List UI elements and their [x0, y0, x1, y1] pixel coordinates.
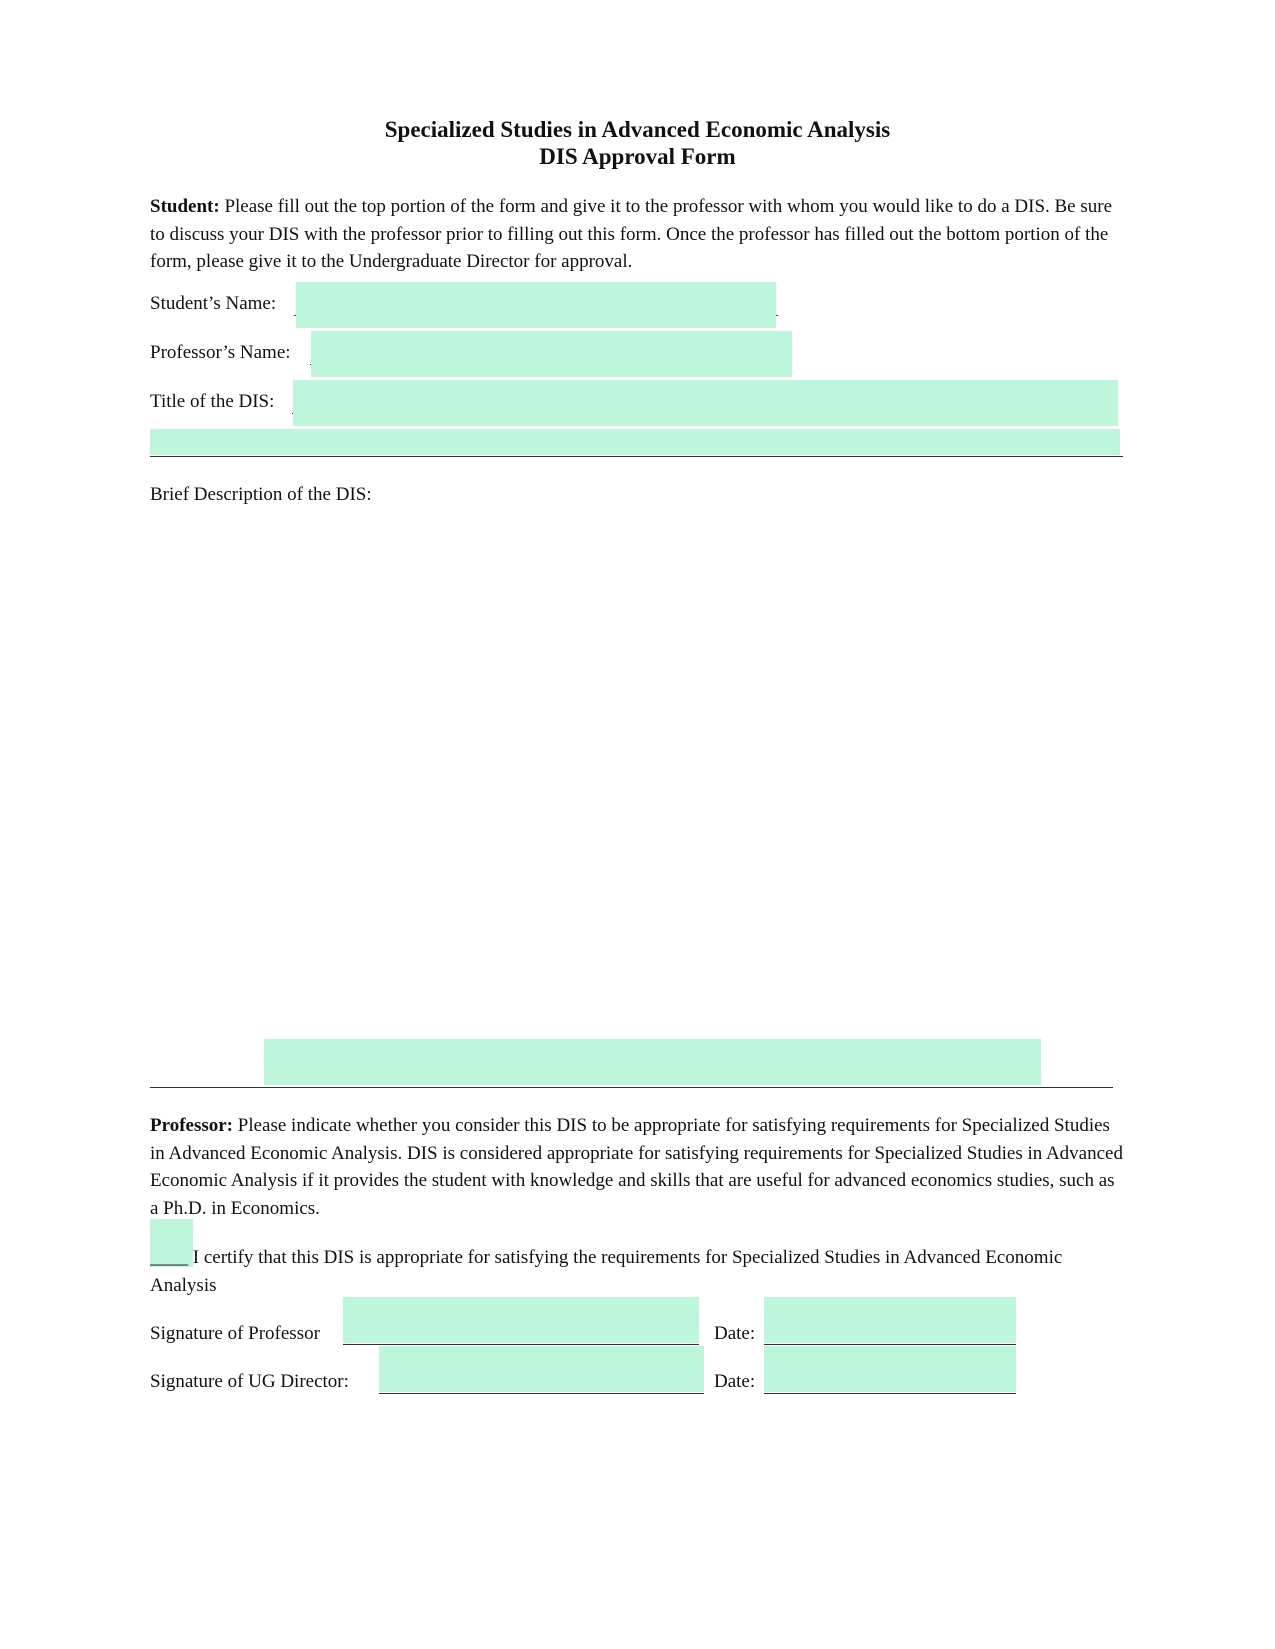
signature-professor-field[interactable]	[343, 1297, 699, 1343]
certify-statement	[150, 1244, 1090, 1299]
professor-heading: Professor:	[150, 1115, 234, 1136]
dis-title-label: Title of the DIS:	[150, 391, 275, 412]
dis-title-line2-underline	[150, 456, 1123, 457]
description-underline	[150, 1087, 1113, 1088]
certify-text: I certify that this DIS is appropriate for satisfying the requirements for Specialized Studies in Advanced Economic Analysis	[150, 1247, 1063, 1296]
description-label: Brief Description of the DIS:	[150, 484, 372, 505]
professor-name-label: Professor’s Name:	[150, 342, 291, 363]
dis-title-field[interactable]	[293, 380, 1118, 426]
date-label-professor: Date:	[714, 1323, 756, 1344]
signature-professor-underline	[343, 1344, 699, 1345]
student-name-field[interactable]	[296, 282, 776, 328]
professor-instructions	[150, 1112, 1125, 1222]
date-label-director: Date:	[714, 1371, 756, 1392]
professor-instructions-text: Please indicate whether you consider this DIS to be appropriate for satisfying requirements for Specialized Studies in Advanced Economic Analysis. DIS is considered appropriate for satisfying requirements for Specialized Studies in Advanced Economic Analysis if it provides the student with knowledge and skills that are useful for advanced economics studies, such as a Ph.D. in Economics.	[150, 1115, 1123, 1219]
date-professor-underline	[764, 1344, 1016, 1345]
date-director-underline	[764, 1393, 1016, 1394]
dis-title-field-line2[interactable]	[150, 429, 1120, 455]
signature-director-underline	[379, 1393, 704, 1394]
signature-director-field[interactable]	[379, 1346, 704, 1392]
description-field[interactable]	[264, 1039, 1041, 1085]
form-title: Specialized Studies in Advanced Economic Analysis	[384, 117, 891, 142]
form-subtitle: DIS Approval Form	[539, 144, 736, 169]
signature-professor-label: Signature of Professor	[150, 1323, 320, 1344]
professor-name-field[interactable]	[311, 331, 792, 377]
certify-blank: ____	[150, 1247, 188, 1268]
student-heading: Student:	[150, 196, 220, 217]
student-name-label: Student’s Name:	[150, 293, 277, 314]
student-instructions	[150, 193, 1125, 276]
date-professor-field[interactable]	[764, 1297, 1016, 1343]
signature-director-label: Signature of UG Director:	[150, 1371, 349, 1392]
student-instructions-text: Please fill out the top portion of the form and give it to the professor with whom you would like to do a DIS. Be sure to discuss your DIS with the professor prior to filling out this form. Once the professor has filled out the bottom portion of the form, please give it to the Undergraduate Director for approval.	[150, 196, 1113, 272]
date-director-field[interactable]	[764, 1346, 1016, 1392]
